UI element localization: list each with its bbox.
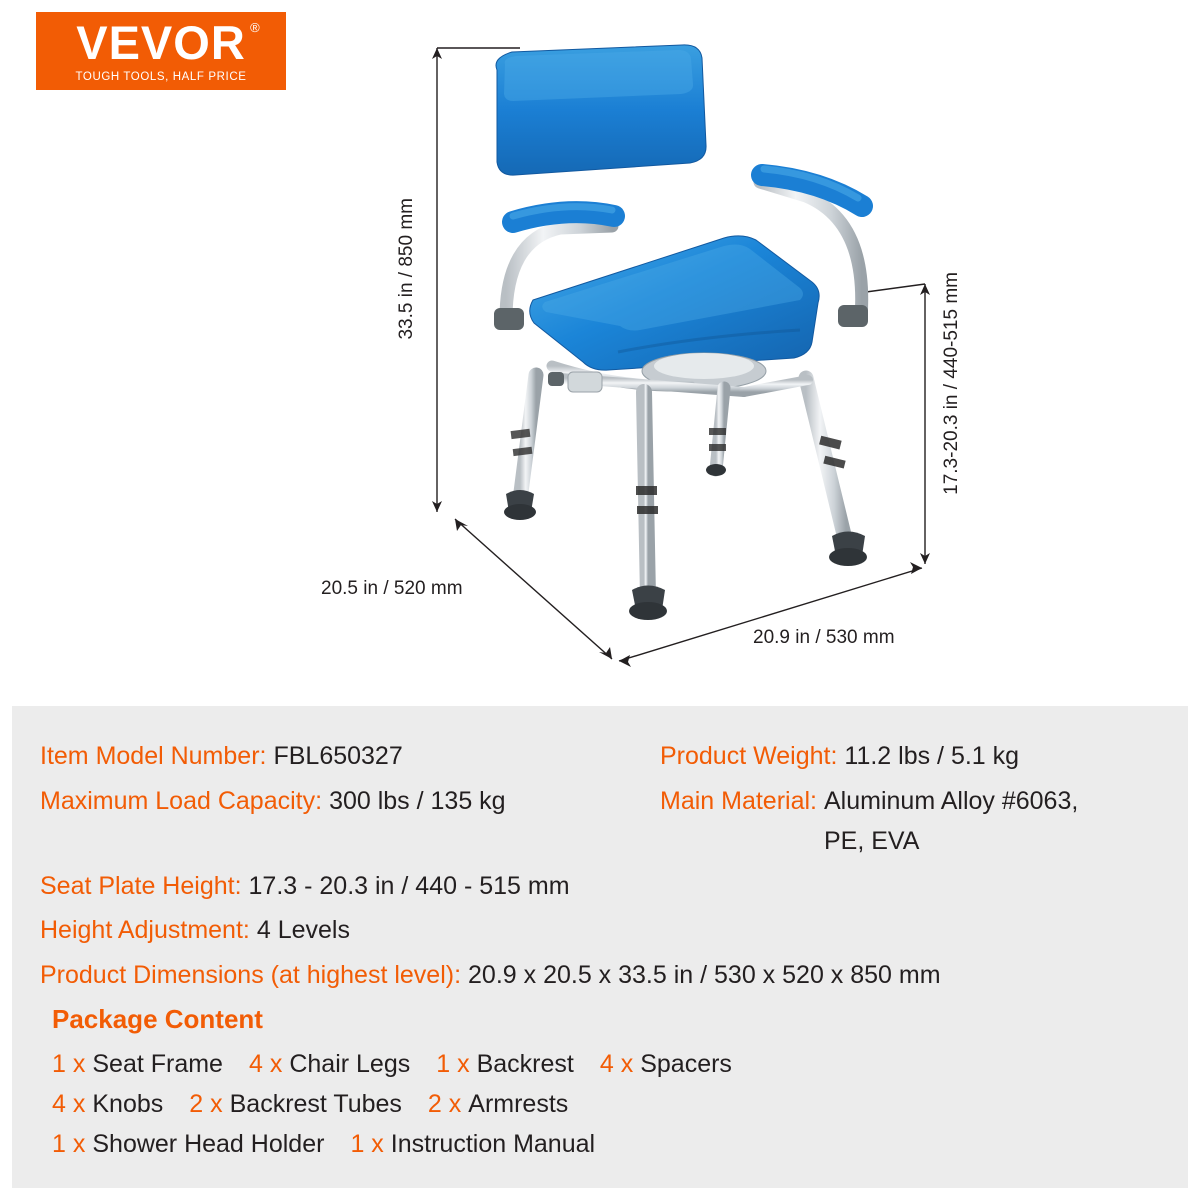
- backrest-pad: [496, 45, 706, 175]
- package-item-name: Instruction Manual: [390, 1130, 596, 1158]
- dimension-depth-label: 20.5 in / 520 mm: [321, 578, 463, 599]
- package-item: [249, 1046, 410, 1083]
- package-item: [52, 1046, 223, 1083]
- spec-value: 4 Levels: [256, 916, 350, 944]
- package-item-name: Spacers: [640, 1050, 732, 1078]
- registered-mark-icon: ®: [250, 20, 261, 35]
- spec-label: Seat Plate Height:: [40, 871, 242, 900]
- spec-label: Height Adjustment:: [40, 916, 250, 944]
- package-item-qty: 1 x: [52, 1050, 86, 1078]
- spec-value: 11.2 lbs / 5.1 kg: [844, 742, 1020, 770]
- spec-row: [40, 955, 1160, 996]
- package-item-qty: 4 x: [52, 1090, 86, 1118]
- spec-row: [40, 866, 1160, 907]
- package-content-list: [52, 1046, 758, 1166]
- spec-col-left: [40, 866, 660, 907]
- spec-col-left: [40, 781, 660, 822]
- package-item-name: Shower Head Holder: [92, 1130, 325, 1158]
- package-item-qty: 1 x: [436, 1050, 470, 1078]
- dimension-width-label: 20.9 in / 530 mm: [753, 627, 895, 648]
- spec-value: Aluminum Alloy #6063, PE, EVA: [824, 786, 1079, 855]
- package-line: [52, 1046, 758, 1083]
- package-line: [52, 1086, 758, 1123]
- spec-label: Product Dimensions (at highest level):: [40, 960, 462, 989]
- seat-pad: [530, 236, 819, 370]
- spec-col-right: [660, 781, 1160, 862]
- package-item-name: Backrest Tubes: [229, 1090, 402, 1118]
- spec-col-left: [40, 736, 660, 777]
- spec-label: Item Model Number:: [40, 742, 267, 770]
- package-item-qty: 1 x: [350, 1130, 384, 1158]
- package-item: [600, 1046, 732, 1083]
- package-item-qty: 4 x: [599, 1050, 634, 1078]
- brand-tagline: TOUGH TOOLS, HALF PRICE: [75, 71, 247, 83]
- package-item-name: Seat Frame: [92, 1050, 223, 1078]
- spec-grid: [40, 736, 1160, 999]
- leg-front-left: [629, 392, 667, 620]
- dimension-seat-height-label: 17.3-20.3 in / 440-515 mm: [941, 272, 962, 495]
- spec-col-right: [660, 736, 1160, 777]
- package-content-title: Package Content: [52, 1004, 263, 1034]
- specifications-panel: [12, 706, 1188, 1188]
- spec-value: 300 lbs / 135 kg: [329, 786, 506, 815]
- package-item: [189, 1086, 402, 1123]
- spec-value: 17.3 - 20.3 in / 440 - 515 mm: [248, 871, 570, 900]
- package-item-name: Armrests: [468, 1090, 569, 1118]
- package-item-qty: 2 x: [427, 1090, 462, 1118]
- package-item-name: Backrest: [476, 1050, 574, 1078]
- brand-name-text: VEVOR: [76, 16, 246, 69]
- package-item: [428, 1086, 568, 1123]
- package-item-qty: 4 x: [248, 1050, 283, 1078]
- spec-label: Maximum Load Capacity:: [40, 786, 323, 815]
- package-item: [52, 1086, 163, 1123]
- spec-row: [40, 781, 1160, 862]
- package-item: [350, 1126, 595, 1163]
- leg-front-right: [806, 378, 867, 566]
- spec-value: FBL650327: [273, 742, 403, 770]
- dimension-height-label: 33.5 in / 850 mm: [396, 198, 417, 340]
- spec-row: [40, 910, 1160, 951]
- spec-label: Product Weight:: [660, 742, 838, 770]
- leg-back-right: [706, 388, 726, 476]
- package-item: [52, 1126, 324, 1163]
- spec-col-full: [40, 955, 1160, 996]
- spec-label: Main Material:: [660, 786, 817, 815]
- spec-row: [40, 736, 1160, 777]
- package-item-qty: 2 x: [189, 1090, 223, 1118]
- package-line: [52, 1126, 758, 1163]
- package-item-name: Chair Legs: [289, 1050, 411, 1078]
- spec-col-left: [40, 910, 660, 951]
- package-item-qty: 1 x: [52, 1130, 86, 1158]
- package-item: [436, 1046, 574, 1083]
- spec-value: 20.9 x 20.5 x 33.5 in / 530 x 520 x 850 mm: [468, 960, 941, 989]
- package-item-name: Knobs: [92, 1090, 164, 1118]
- leg-back-left: [504, 375, 536, 520]
